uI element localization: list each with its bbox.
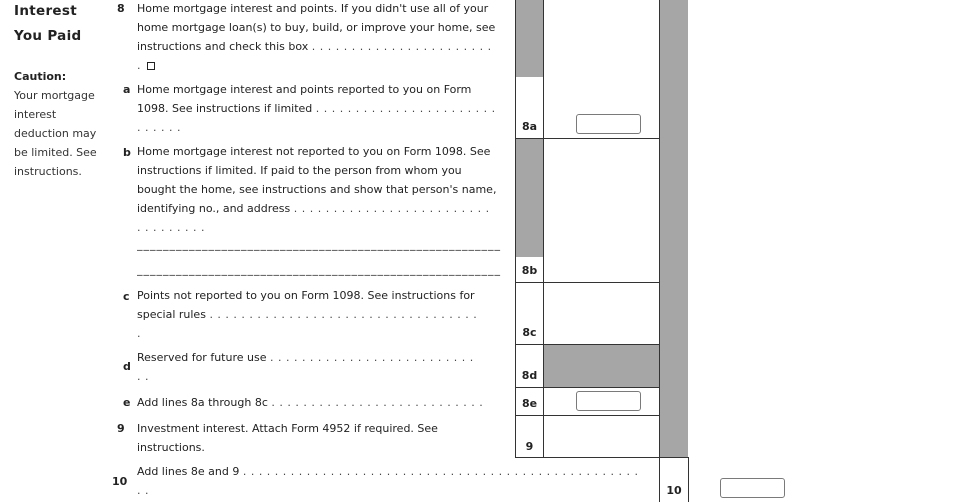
- line-8e-amount-input[interactable]: [576, 391, 641, 411]
- shaded-area-8b: [516, 139, 543, 257]
- grid-line: [515, 415, 660, 416]
- grid-line: [515, 138, 660, 139]
- line-8e-text: Add lines 8a through 8c . . . . . . . . . . . . . . . . . . . . . . . . . . .: [137, 396, 484, 409]
- line-10-number: 10: [112, 475, 128, 488]
- grid-line: [515, 0, 516, 458]
- section-heading-line2: You Paid: [14, 28, 82, 44]
- grid-line: [515, 387, 660, 388]
- line-8c-box-label: 8c: [522, 326, 537, 339]
- line-8-checkbox[interactable]: [147, 62, 155, 70]
- grid-line: [515, 344, 660, 345]
- line-8b-payee-address-line[interactable]: ________________________________________________________: [137, 263, 501, 276]
- line-8e-letter: e: [123, 396, 131, 409]
- line-10-text: Add lines 8e and 9 . . . . . . . . . . . . . . . . . . . . . . . . . . . . . . . . . . . . . . . . . . . . . . . . . . . .: [137, 465, 639, 497]
- line-8d-letter: d: [123, 360, 131, 373]
- grid-line: [515, 457, 689, 458]
- line-8c-letter: c: [123, 290, 130, 303]
- grid-line: [543, 0, 544, 458]
- line-9-box-label: 9: [525, 440, 534, 453]
- line-10-amount-input[interactable]: [720, 478, 785, 498]
- line-8e-box-label: 8e: [521, 397, 538, 410]
- line-8d-box-label: 8d: [521, 369, 538, 382]
- line-10-box-label: 10: [666, 484, 682, 497]
- line-8b-payee-name-line[interactable]: ________________________________________________________: [137, 238, 501, 251]
- line-8c-text: Points not reported to you on Form 1098. See instructions for special rules . . . . . . . . . . . . . . . . . . . . . . . . . . . . . . . . . . .: [137, 289, 478, 340]
- line-8-text: Home mortgage interest and points. If you didn't use all of your home mortgage loan(s) to buy, build, or improve your home, see instructions and check this box . . . . . . . . . . . . . . . . . . . . . . . .: [137, 2, 496, 72]
- line-8a-amount-input[interactable]: [576, 114, 641, 134]
- grid-line: [659, 0, 660, 502]
- line-8d-text: Reserved for future use . . . . . . . . . . . . . . . . . . . . . . . . . . . .: [137, 351, 474, 383]
- line-8a-text: Home mortgage interest and points reported to you on Form 1098. See instructions if limited . . . . . . . . . . . . . . . . . . . . . . . . . . . . .: [137, 83, 496, 134]
- line-8b-box-label: 8b: [521, 264, 538, 277]
- caution-label: Caution:: [14, 70, 67, 83]
- line-8b-text: Home mortgage interest not reported to you on Form 1098. See instructions if limited. If paid to the person from whom you bought the home, see instructions and show that person's name, identifying no., and address . . . . . . . . . . . . . . . . . . . . . . . . . . . . . . . . . .: [137, 145, 497, 234]
- grid-line: [688, 458, 689, 502]
- section-heading-line1: Interest: [14, 3, 77, 19]
- line-8-number: 8: [117, 2, 125, 15]
- shaded-area-8: [516, 0, 543, 77]
- caution-note: Your mortgage interest deduction may be limited. See instructions.: [14, 89, 97, 178]
- grid-line: [515, 282, 660, 283]
- line-8a-letter: a: [123, 83, 131, 96]
- line-8a-box-label: 8a: [521, 120, 538, 133]
- line-9-number: 9: [117, 422, 125, 435]
- line-8b-letter: b: [123, 146, 131, 159]
- shaded-column-right: [660, 0, 688, 458]
- shaded-area-8d: [544, 345, 659, 387]
- line-9-text: Investment interest. Attach Form 4952 if required. See instructions.: [137, 422, 438, 454]
